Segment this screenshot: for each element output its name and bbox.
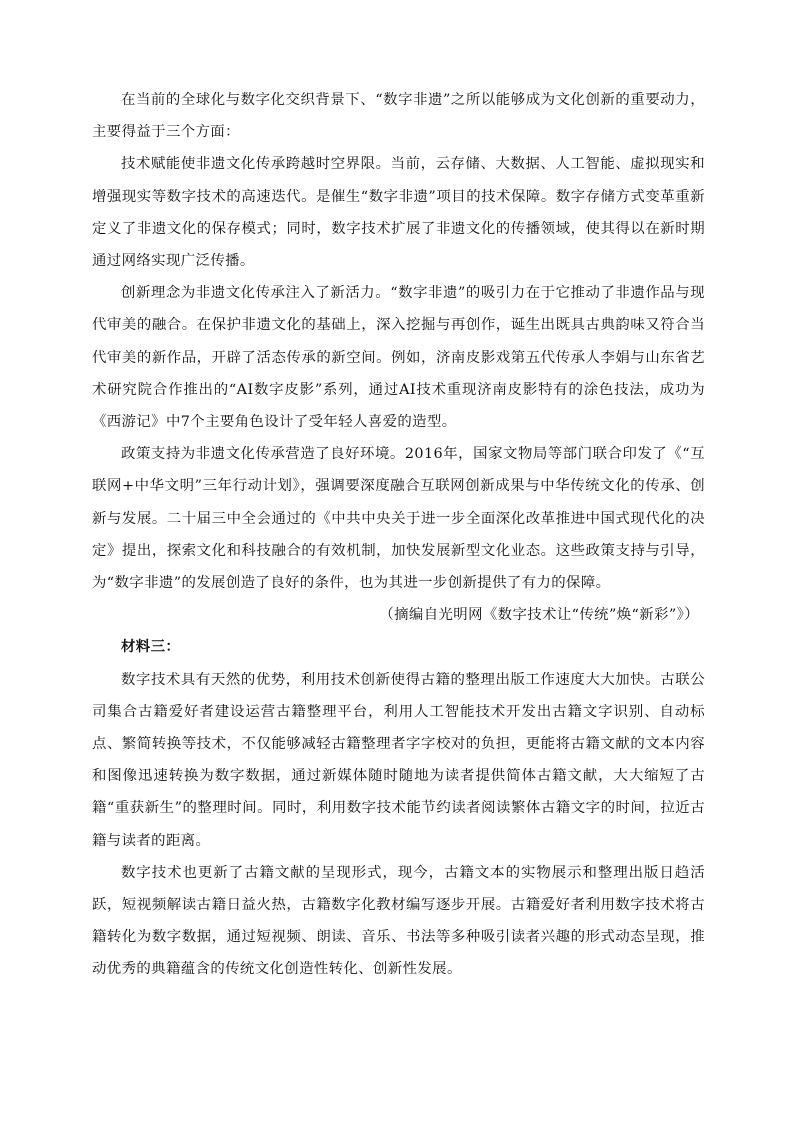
paragraph-policy: 政策支持为非遗文化传承营造了良好环境。2016年，国家文物局等部门联合印发了《“互联网+中华文明”三年行动计划》，强调要深度融合互联网创新成果与中华传统文化的传承、创新与发展。二十届三中全会通过的《中共中央关于进一步全面深化改革推进中国式现代化的决定》提出，探索文化和科技融合的有效机制，加快发展新型文化业态。这些政策支持与引导，为“数字非遗”的发展创造了良好的条件，也为其进一步创新提供了有力的保障。 [92,446,705,592]
paragraph-intro: 在当前的全球化与数字化交织背景下、“数字非遗”之所以能够成为文化创新的重要动力，主要得益于三个方面： [92,92,705,141]
document-page [92,84,705,986]
paragraph-ancient-books-presentation: 数字技术也更新了古籍文献的呈现形式，现今，古籍文本的实物展示和整理出版日趋活跃，短视频解读古籍日益火热，古籍数字化教材编写逐步开展。古籍爱好者利用数字技术将古籍转化为数字数据，通过短视频、朗读、音乐、书法等多种吸引读者兴趣的形式动态呈现，推动优秀的典籍蕴含的传统文化创造性转化、创新性发展。 [92,864,705,978]
material-three-heading: 材料三： [121,638,181,656]
paragraph-ancient-books-efficiency: 数字技术具有天然的优势，利用技术创新使得古籍的整理出版工作速度大大加快。古联公司集合古籍爱好者建设运营古籍整理平台，利用人工智能技术开发出古籍文字识别、自动标点、繁简转换等技术，不仅能够减轻古籍整理者字字校对的负担，更能将古籍文献的文本内容和图像迅速转换为数字数据，通过新媒体随时随地为读者提供简体古籍文献，大大缩短了古籍“重获新生”的整理时间。同时，利用数字技术能节约读者阅读繁体古籍文字的时间，拉近古籍与读者的距离。 [92,671,705,849]
paragraph-technology: 技术赋能使非遗文化传承跨越时空界限。当前，云存储、大数据、人工智能、虚拟现实和增强现实等数字技术的高速迭代。是催生“数字非遗”项目的技术保障。数字存储方式变革重新定义了非遗文化的保存模式；同时，数字技术扩展了非遗文化的传播领域，使其得以在新时期通过网络实现广泛传播。 [92,156,705,270]
paragraph-innovation: 创新理念为非遗文化传承注入了新活力。“数字非遗”的吸引力在于它推动了非遗作品与现代审美的融合。在保护非遗文化的基础上，深入挖掘与再创作，诞生出既具古典韵味又符合当代审美的新作品，开辟了活态传承的新空间。例如，济南皮影戏第五代传承人李娟与山东省艺术研究院合作推出的“AI数字皮影”系列，通过AI技术重现济南皮影特有的涂色技法，成功为《西游记》中7个主要角色设计了受年轻人喜爱的造型。 [92,285,705,431]
source-citation: （摘编自光明网《数字技术让“传统”焕“新彩”》） [379,607,699,624]
